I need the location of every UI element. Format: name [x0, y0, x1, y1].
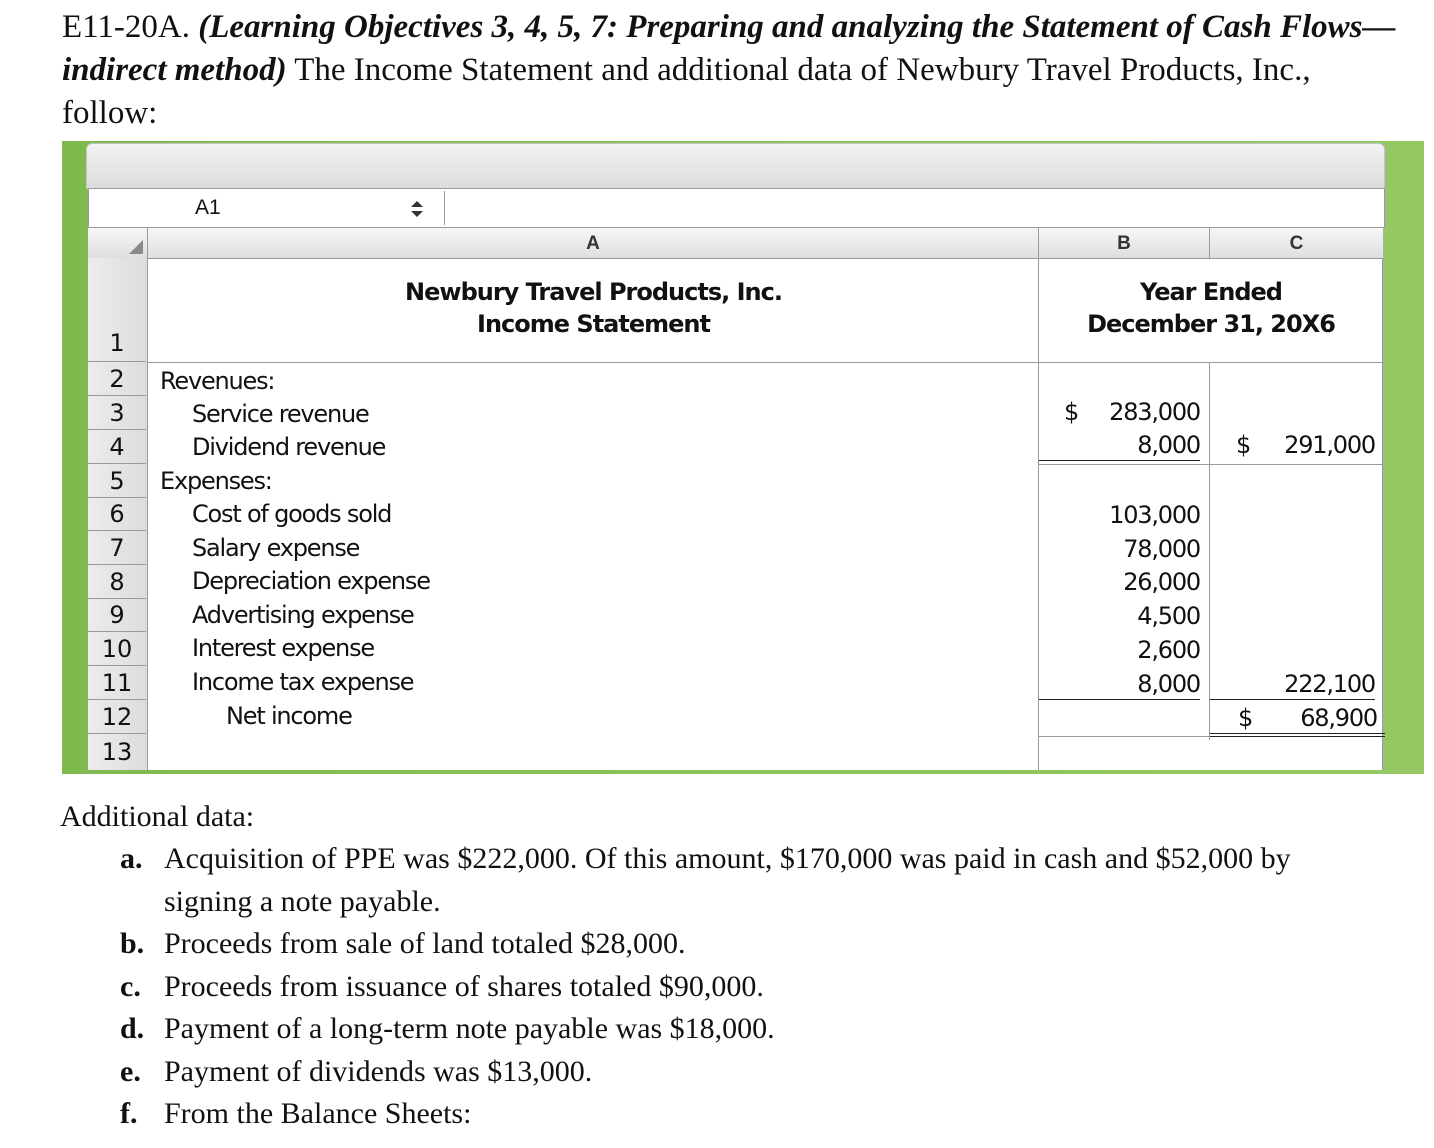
item-text: From the Balance Sheets: — [164, 1097, 472, 1130]
period-line-2[interactable]: December 31, 20X6 — [1087, 310, 1335, 338]
learning-objectives: (Learning Objectives 3, 4, 5, 7: Preparing and analyzing the Statement of Cash Flows—indirect method) — [62, 9, 1396, 88]
list-item — [120, 966, 1380, 1009]
interest-label[interactable]: Interest expense — [192, 634, 374, 662]
row-number[interactable]: 8 — [88, 565, 146, 599]
salary-value[interactable]: 78,000 — [1123, 535, 1200, 563]
list-item — [120, 1093, 1380, 1136]
period-line-1[interactable]: Year Ended — [1140, 278, 1282, 306]
up-down-arrow-icon[interactable] — [409, 200, 425, 218]
item-letter: d. — [120, 1012, 145, 1045]
currency-symbol: $ — [1064, 398, 1079, 426]
list-item — [120, 1008, 1380, 1051]
row-number[interactable]: 11 — [88, 666, 146, 700]
cogs-label[interactable]: Cost of goods sold — [192, 500, 392, 528]
item-text: Payment of dividends was $13,000. — [164, 1054, 593, 1088]
column-header-b[interactable]: B — [1039, 228, 1210, 258]
row-number[interactable]: 7 — [88, 531, 146, 565]
row-number[interactable]: 4 — [88, 430, 146, 464]
item-text: Proceeds from issuance of shares totaled $90,000. — [164, 969, 764, 1003]
item-letter: b. — [120, 927, 145, 960]
item-text: Proceeds from sale of land totaled $28,000. — [164, 927, 686, 960]
row-number[interactable]: 12 — [88, 700, 146, 734]
list-item — [120, 838, 1380, 923]
row-number[interactable]: 6 — [88, 498, 146, 531]
row-number[interactable]: 5 — [88, 464, 146, 498]
item-text: Acquisition of PPE was $222,000. Of this amount, $170,000 was paid in cash and $52,000 by signing a note payable. — [164, 842, 1291, 918]
exercise-intro: The Income Statement and additional data of Newbury Travel Products, Inc., follow: — [62, 52, 1311, 131]
dividend-revenue-value[interactable]: 8,000 — [1039, 430, 1200, 461]
row-number[interactable]: 13 — [101, 738, 133, 766]
cogs-value[interactable]: 103,000 — [1109, 501, 1200, 529]
spreadsheet-grid — [88, 228, 1383, 770]
currency-symbol: $ — [1238, 704, 1253, 732]
statement-name[interactable]: Income Statement — [477, 310, 710, 338]
salary-label[interactable]: Salary expense — [192, 534, 360, 562]
row-number-column — [88, 258, 148, 770]
dividend-revenue-label[interactable]: Dividend revenue — [192, 433, 386, 461]
additional-data-list — [120, 838, 1380, 1136]
advertising-value[interactable]: 4,500 — [1137, 602, 1200, 630]
exercise-heading — [62, 6, 1402, 135]
select-all-corner[interactable] — [88, 228, 148, 258]
row-number[interactable]: 3 — [88, 396, 146, 430]
total-revenues-value[interactable]: 291,000 — [1284, 431, 1375, 459]
column-header-row — [88, 228, 1383, 259]
grid-line — [148, 362, 1383, 363]
exercise-id: E11-20A. — [62, 9, 191, 45]
additional-data-title: Additional data: — [60, 800, 255, 833]
net-income-value[interactable]: 68,900 — [1210, 703, 1385, 737]
income-tax-label[interactable]: Income tax expense — [192, 668, 414, 696]
income-tax-value[interactable]: 8,000 — [1039, 669, 1200, 700]
grid-line — [1039, 464, 1383, 465]
formula-bar[interactable] — [88, 188, 1385, 228]
service-revenue-value[interactable]: 283,000 — [1109, 398, 1200, 426]
list-item — [120, 1051, 1380, 1094]
column-header-a[interactable]: A — [148, 228, 1039, 258]
item-letter: f. — [120, 1097, 138, 1130]
name-box-stepper[interactable] — [355, 191, 445, 225]
item-letter: c. — [120, 969, 141, 1003]
spreadsheet-toolbar — [86, 143, 1385, 189]
row-number[interactable]: 2 — [88, 362, 146, 396]
row-number[interactable]: 1 — [88, 258, 146, 362]
currency-symbol: $ — [1236, 431, 1251, 459]
service-revenue-label[interactable]: Service revenue — [192, 400, 369, 428]
select-all-icon — [129, 240, 143, 254]
item-letter: e. — [120, 1054, 141, 1088]
item-letter: a. — [120, 842, 143, 875]
company-name[interactable]: Newbury Travel Products, Inc. — [405, 278, 782, 306]
net-income-label[interactable]: Net income — [226, 702, 352, 730]
column-header-c[interactable]: C — [1289, 233, 1304, 254]
interest-value[interactable]: 2,600 — [1137, 636, 1200, 664]
revenues-label[interactable]: Revenues: — [160, 367, 275, 395]
name-box[interactable]: A1 — [195, 196, 221, 219]
list-item — [120, 923, 1380, 966]
item-text: Payment of a long-term note payable was $18,000. — [164, 1012, 775, 1045]
total-expenses-value[interactable]: 222,100 — [1210, 669, 1375, 700]
row-number[interactable]: 10 — [88, 632, 146, 666]
depreciation-value[interactable]: 26,000 — [1123, 568, 1200, 596]
advertising-label[interactable]: Advertising expense — [192, 601, 414, 629]
depreciation-label[interactable]: Depreciation expense — [192, 567, 430, 595]
expenses-label[interactable]: Expenses: — [160, 467, 272, 495]
row-number[interactable]: 9 — [88, 599, 146, 632]
